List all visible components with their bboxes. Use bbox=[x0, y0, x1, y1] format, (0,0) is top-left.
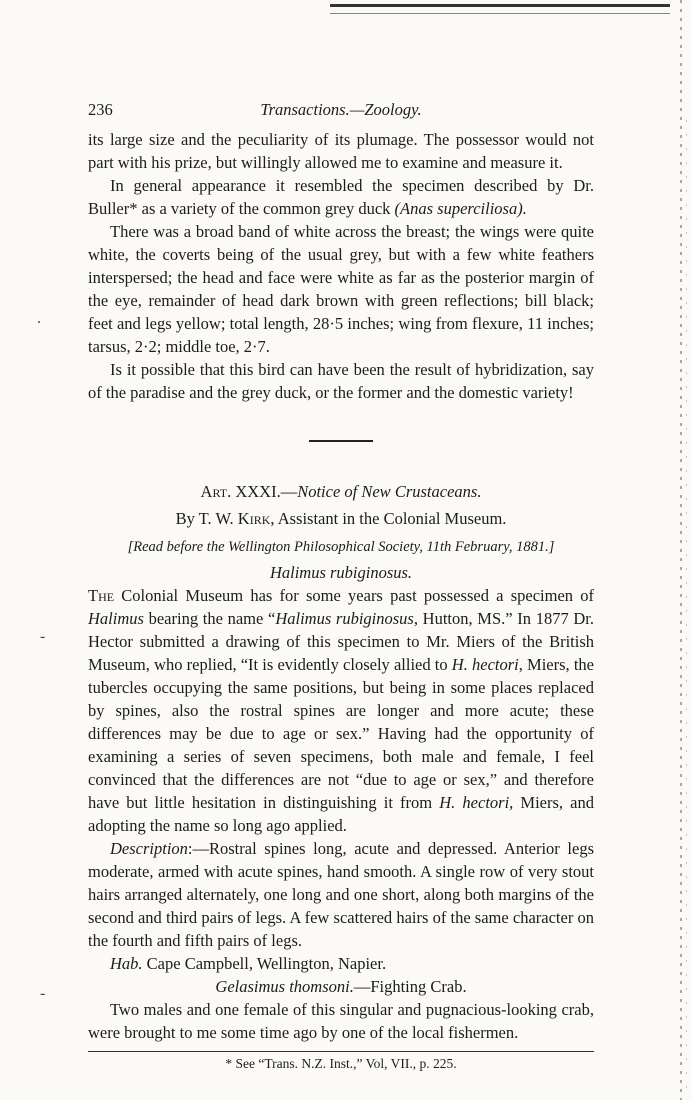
page-body bbox=[88, 128, 594, 1073]
running-head bbox=[88, 100, 594, 120]
text-run: , Miers, the tubercles occupying the same positions, but being in some places replaced by spines, also the rostral spines are longer and more acute; these differences may be due to age or sex.” Having had the opportunity of examining a series of seven specimens, both male and female, I feel convinced that the differences are not “due to age or sex,” and therefore have but little hesitation in distinguishing it from bbox=[88, 655, 594, 812]
article-number: Art. XXXI.— bbox=[200, 482, 298, 501]
species-name: H. hectori bbox=[451, 655, 519, 674]
text-run: , Hutton, MS.” In 1877 Dr. Hector submitted a drawing of this specimen to Mr. Miers of the British Museum, who replied, “It is evidently closely allied to bbox=[88, 609, 594, 674]
article-heading: Notice of New Crustaceans. bbox=[297, 482, 482, 501]
species-name: (Anas superciliosa). bbox=[394, 199, 527, 218]
text-run: Colonial Museum has for some years past possessed a specimen of bbox=[114, 586, 594, 605]
running-title: Transactions.—Zoology. bbox=[260, 100, 422, 119]
paragraph bbox=[88, 584, 594, 837]
species-heading: Halimus rubiginosus. bbox=[269, 563, 413, 582]
author-name: Kirk bbox=[237, 509, 271, 528]
paragraph: Two males and one female of this singular and pugnacious-looking crab, were brought to me some time ago by one of the local fishermen. bbox=[88, 1000, 594, 1042]
paragraph bbox=[88, 952, 594, 975]
paragraph-text: In general appearance it resembled the specimen described by Dr. Buller* as a variety of the common grey duck bbox=[88, 176, 594, 218]
paragraph: Is it possible that this bird can have been the result of hybridization, say of the paradise and the grey duck, or the former and the domestic variety! bbox=[88, 360, 594, 402]
article-title bbox=[88, 480, 594, 503]
text-run: bearing the name “ bbox=[143, 609, 276, 628]
first-word: The bbox=[88, 586, 115, 605]
margin-mark: . bbox=[37, 310, 41, 327]
paragraph bbox=[88, 174, 594, 220]
read-note: [Read before the Wellington Philosophical Society, 11th February, 1881.] bbox=[127, 539, 555, 555]
page-edge-shadow bbox=[680, 0, 682, 1100]
section-divider bbox=[309, 440, 373, 442]
paragraph: its large size and the peculiarity of its plumage. The possessor would not part with his prize, but willingly allowed me to examine and measure it. bbox=[88, 130, 594, 172]
byline-by: By T. W. bbox=[175, 509, 238, 528]
margin-mark: - bbox=[40, 985, 46, 1002]
species-name: Gelasimus thomsoni. bbox=[215, 977, 354, 996]
text-run: , Miers, and adopting the name so long ago applied. bbox=[88, 793, 594, 835]
byline bbox=[88, 507, 594, 530]
species-name: H. hectori bbox=[439, 793, 510, 812]
page-edge-shadow-inner bbox=[686, 120, 687, 1100]
author-affiliation: , Assistant in the Colonial Museum. bbox=[270, 509, 507, 528]
paragraph: There was a broad band of white across the breast; the wings were quite white, the coverts being of the usual grey, but with a few white feathers interspersed; the head and face were white as far as the posterior margin of the eye, remainder of head dark brown with green reflections; bill black; feet and legs yellow; total length, 28·5 inches; wing from flexure, 11 inches; tarsus, 2·2; middle toe, 2·7. bbox=[88, 222, 594, 356]
footnote-rule bbox=[88, 1051, 594, 1052]
footnote: * See “Trans. N.Z. Inst.,” Vol, VII., p. 225. bbox=[225, 1056, 457, 1071]
top-edge-rule bbox=[330, 4, 670, 14]
paragraph bbox=[88, 837, 594, 952]
genus-name: Halimus bbox=[88, 609, 144, 628]
habitat-label: Hab. bbox=[110, 954, 143, 973]
species-common-name: —Fighting Crab. bbox=[353, 977, 467, 996]
species-name: Halimus rubiginosus bbox=[275, 609, 414, 628]
margin-mark: - bbox=[40, 628, 46, 645]
species-heading bbox=[88, 975, 594, 998]
habitat-text: Cape Campbell, Wellington, Napier. bbox=[142, 954, 387, 973]
page-number: 236 bbox=[88, 100, 113, 119]
description-label: Description bbox=[110, 839, 188, 858]
description-text: :—Rostral spines long, acute and depressed. Anterior legs moderate, armed with acute spines, hand smooth. A single row of very stout hairs arranged alternately, one long and one short, along both margins of the second and third pairs of legs. A few scattered hairs of the same character on the fourth and fifth pairs of legs. bbox=[88, 839, 594, 950]
